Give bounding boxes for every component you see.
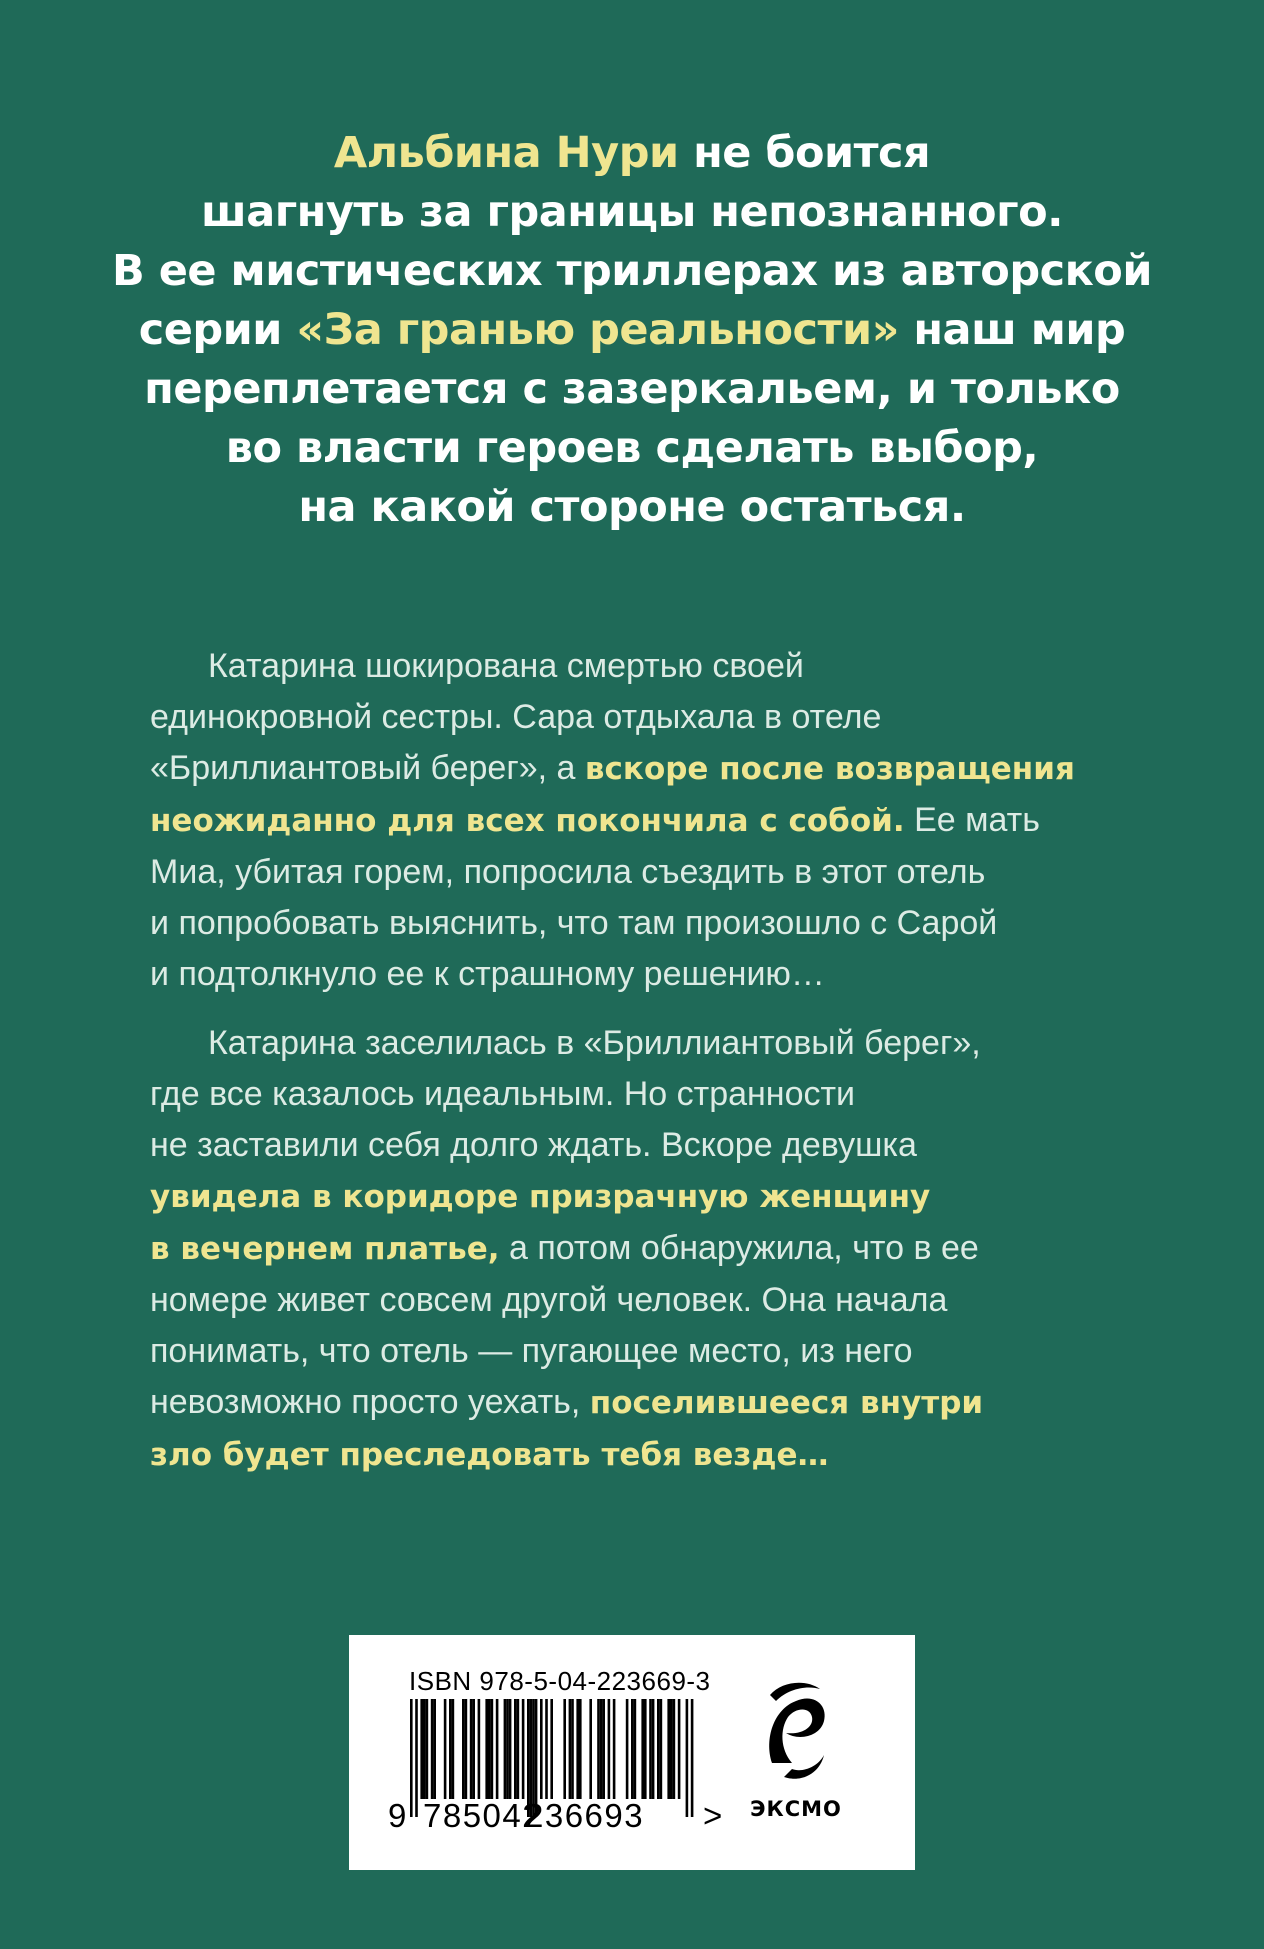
eksmo-logo-icon (762, 1677, 832, 1787)
barcode-bar (569, 1699, 572, 1799)
intro-block (100, 124, 1164, 537)
barcode-bar (563, 1699, 566, 1799)
barcode-bar (540, 1699, 543, 1799)
barcode-bar (626, 1699, 629, 1799)
barcode-bar (506, 1699, 509, 1799)
synopsis-paragraph-1 (150, 641, 1140, 1000)
barcode-bar (465, 1699, 468, 1799)
barcode-bar (691, 1699, 694, 1817)
barcode-bar (491, 1699, 494, 1799)
barcode-bar (686, 1699, 689, 1817)
paragraph-line: Катарина заселилась в «Бриллиантовый берег», (208, 1024, 981, 1062)
paragraph-line: невозможно просто уехать, поселившееся внутри (150, 1383, 984, 1421)
highlighted-phrase: увидела в коридоре призрачную женщину (150, 1179, 931, 1215)
paragraph-line: и подтолкнуло ее к страшному решению… (150, 955, 825, 993)
barcode-first-digit: 9 (388, 1797, 407, 1834)
barcode-bar (631, 1699, 634, 1799)
barcode-bar (667, 1699, 670, 1799)
barcode-bar (579, 1699, 582, 1799)
barcode-bar (509, 1699, 512, 1799)
barcode-bar (444, 1699, 447, 1799)
barcode-bar (608, 1699, 611, 1799)
intro-line-5: переплетается с зазеркальем, и только (144, 364, 1120, 414)
paragraph-line: «Бриллиантовый берег», а вскоре после возвращения (150, 749, 1075, 787)
barcode-panel (349, 1635, 915, 1870)
series-name: «За гранью реальности» (296, 305, 899, 355)
intro-line-4: серии «За гранью реальности» наш мир (138, 305, 1126, 355)
barcode-bar (485, 1699, 488, 1799)
author-name: Альбина Нури (333, 128, 679, 178)
barcode-bar (452, 1699, 455, 1799)
highlighted-phrase: неожиданно для всех покончила с собой. (150, 803, 905, 839)
barcode-bar (488, 1699, 491, 1799)
publisher-name: ЭКСМО (750, 1797, 842, 1821)
barcode-bar (600, 1699, 603, 1799)
barcode-bar (641, 1699, 644, 1799)
isbn-label: ISBN 978-5-04-223669-3 (409, 1666, 711, 1696)
paragraph-line: единокровной сестры. Сара отдыхала в отеле (150, 698, 882, 736)
barcode-bar (550, 1699, 553, 1799)
paragraph-line: неожиданно для всех покончила с собой. Ее мать (150, 801, 1040, 839)
paragraph-line: не заставили себя долго ждать. Вскоре девушка (150, 1126, 917, 1164)
paragraph-line: Миа, убитая горем, попросила съездить в этот отель (150, 853, 986, 891)
barcode-bar (522, 1699, 525, 1799)
paragraph-line: где все казалось идеальным. Но странности (150, 1075, 856, 1113)
barcode-bar (514, 1699, 517, 1799)
paragraph-line (150, 1171, 1140, 1223)
intro-line-3: В ее мистических триллерах из авторской (112, 246, 1152, 296)
barcode-bar (545, 1699, 548, 1799)
barcode-bar (652, 1699, 655, 1799)
paragraph-line: понимать, что отель — пугающее место, из него (150, 1332, 913, 1370)
barcode-bar (496, 1699, 499, 1799)
barcode-bar (478, 1699, 481, 1799)
barcode-digits-right: 236693 (525, 1797, 645, 1834)
paragraph-line: в вечернем платье, а потом обнаружила, что в ее (150, 1229, 979, 1267)
barcode-bar (634, 1699, 637, 1799)
barcode-bar (649, 1699, 652, 1799)
barcode-bar (589, 1699, 592, 1799)
barcode-bar (426, 1699, 429, 1799)
barcode-bar (673, 1699, 676, 1799)
barcode-bar (602, 1699, 605, 1799)
paragraph-line: номере живет совсем другой человек. Она начала (150, 1281, 948, 1319)
barcode-bar (423, 1699, 426, 1799)
barcode-bar (420, 1699, 423, 1799)
paragraph-line: и попробовать выяснить, что там произошло с Сарой (150, 904, 998, 942)
intro-line-1: Альбина Нури не боится (333, 128, 931, 178)
paragraph-line: Катарина шокирована смертью своей (208, 647, 804, 685)
barcode-bar (462, 1699, 465, 1799)
intro-line-6: во власти героев сделать выбор, (225, 423, 1039, 473)
barcode-bar (504, 1699, 507, 1799)
barcode-bar (470, 1699, 473, 1799)
barcode-bar (597, 1699, 600, 1799)
intro-line-7: на какой стороне остаться. (298, 482, 966, 532)
synopsis-paragraph-2 (150, 1018, 1140, 1481)
barcode-bar (433, 1699, 436, 1799)
paragraph-line (150, 1429, 1140, 1481)
barcode-bar (571, 1699, 574, 1799)
barcode-bar (657, 1699, 660, 1799)
barcode-digits-left: 785042 (423, 1797, 543, 1834)
barcode-bar (472, 1699, 475, 1799)
barcode-bar (410, 1699, 413, 1817)
barcode-quiet-zone-arrow: > (703, 1797, 723, 1834)
barcode-bar (449, 1699, 452, 1799)
highlighted-phrase: поселившееся внутри (589, 1385, 984, 1421)
highlighted-phrase: вскоре после возвращения (584, 751, 1075, 787)
barcode-bar (678, 1699, 681, 1799)
barcode-bar (660, 1699, 663, 1799)
barcode-bar (644, 1699, 647, 1799)
barcode-bar (670, 1699, 673, 1799)
barcode-bar (576, 1699, 579, 1799)
barcode-bar (415, 1699, 418, 1817)
highlighted-phrase: в вечернем платье, (150, 1231, 500, 1267)
highlighted-phrase: зло будет преследовать тебя везде… (150, 1437, 829, 1473)
barcode-bar (431, 1699, 434, 1799)
barcode-bar (517, 1699, 520, 1799)
barcode-bar (613, 1699, 616, 1799)
intro-line-2: шагнуть за границы непознанного. (201, 187, 1063, 237)
